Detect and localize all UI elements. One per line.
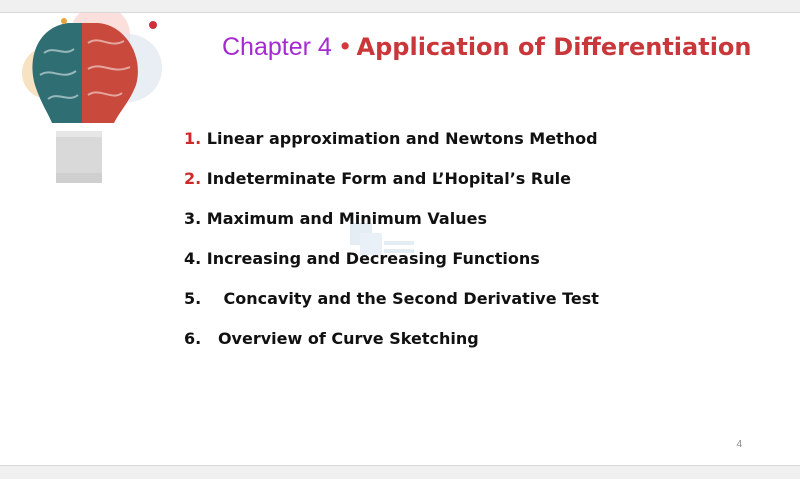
slide-title	[222, 31, 752, 63]
slide	[0, 12, 800, 466]
list-item-label: Overview of Curve Sketching	[217, 328, 479, 348]
title-chapter: Chapter 4	[222, 33, 332, 61]
list-item-number: 1.	[184, 128, 202, 148]
list-item	[184, 198, 599, 238]
list-item-number: 6.	[184, 328, 202, 348]
list-item-label: Linear approximation and Newtons Method	[206, 128, 598, 148]
list-item-label: Increasing and Decreasing Functions	[206, 248, 540, 268]
list-item	[184, 318, 599, 358]
list-item	[184, 118, 599, 158]
list-item	[184, 238, 599, 278]
title-bullet: •	[337, 32, 353, 61]
brain-lightbulb-icon	[18, 13, 168, 193]
list-item	[184, 278, 599, 318]
list-item	[184, 158, 599, 198]
list-item-number: 5.	[184, 288, 202, 308]
list-item-number: 2.	[184, 168, 202, 188]
list-item-label: Maximum and Minimum Values	[206, 208, 487, 228]
title-main: Application of Differentiation	[356, 33, 752, 61]
list-item-number: 3.	[184, 208, 202, 228]
list-item-label: Concavity and the Second Derivative Test	[223, 288, 599, 308]
topic-list	[184, 118, 599, 358]
list-item-label: Indeterminate Form and L’Hopital’s Rule	[206, 168, 571, 188]
list-item-number: 4.	[184, 248, 202, 268]
page-number: 4	[736, 439, 742, 450]
